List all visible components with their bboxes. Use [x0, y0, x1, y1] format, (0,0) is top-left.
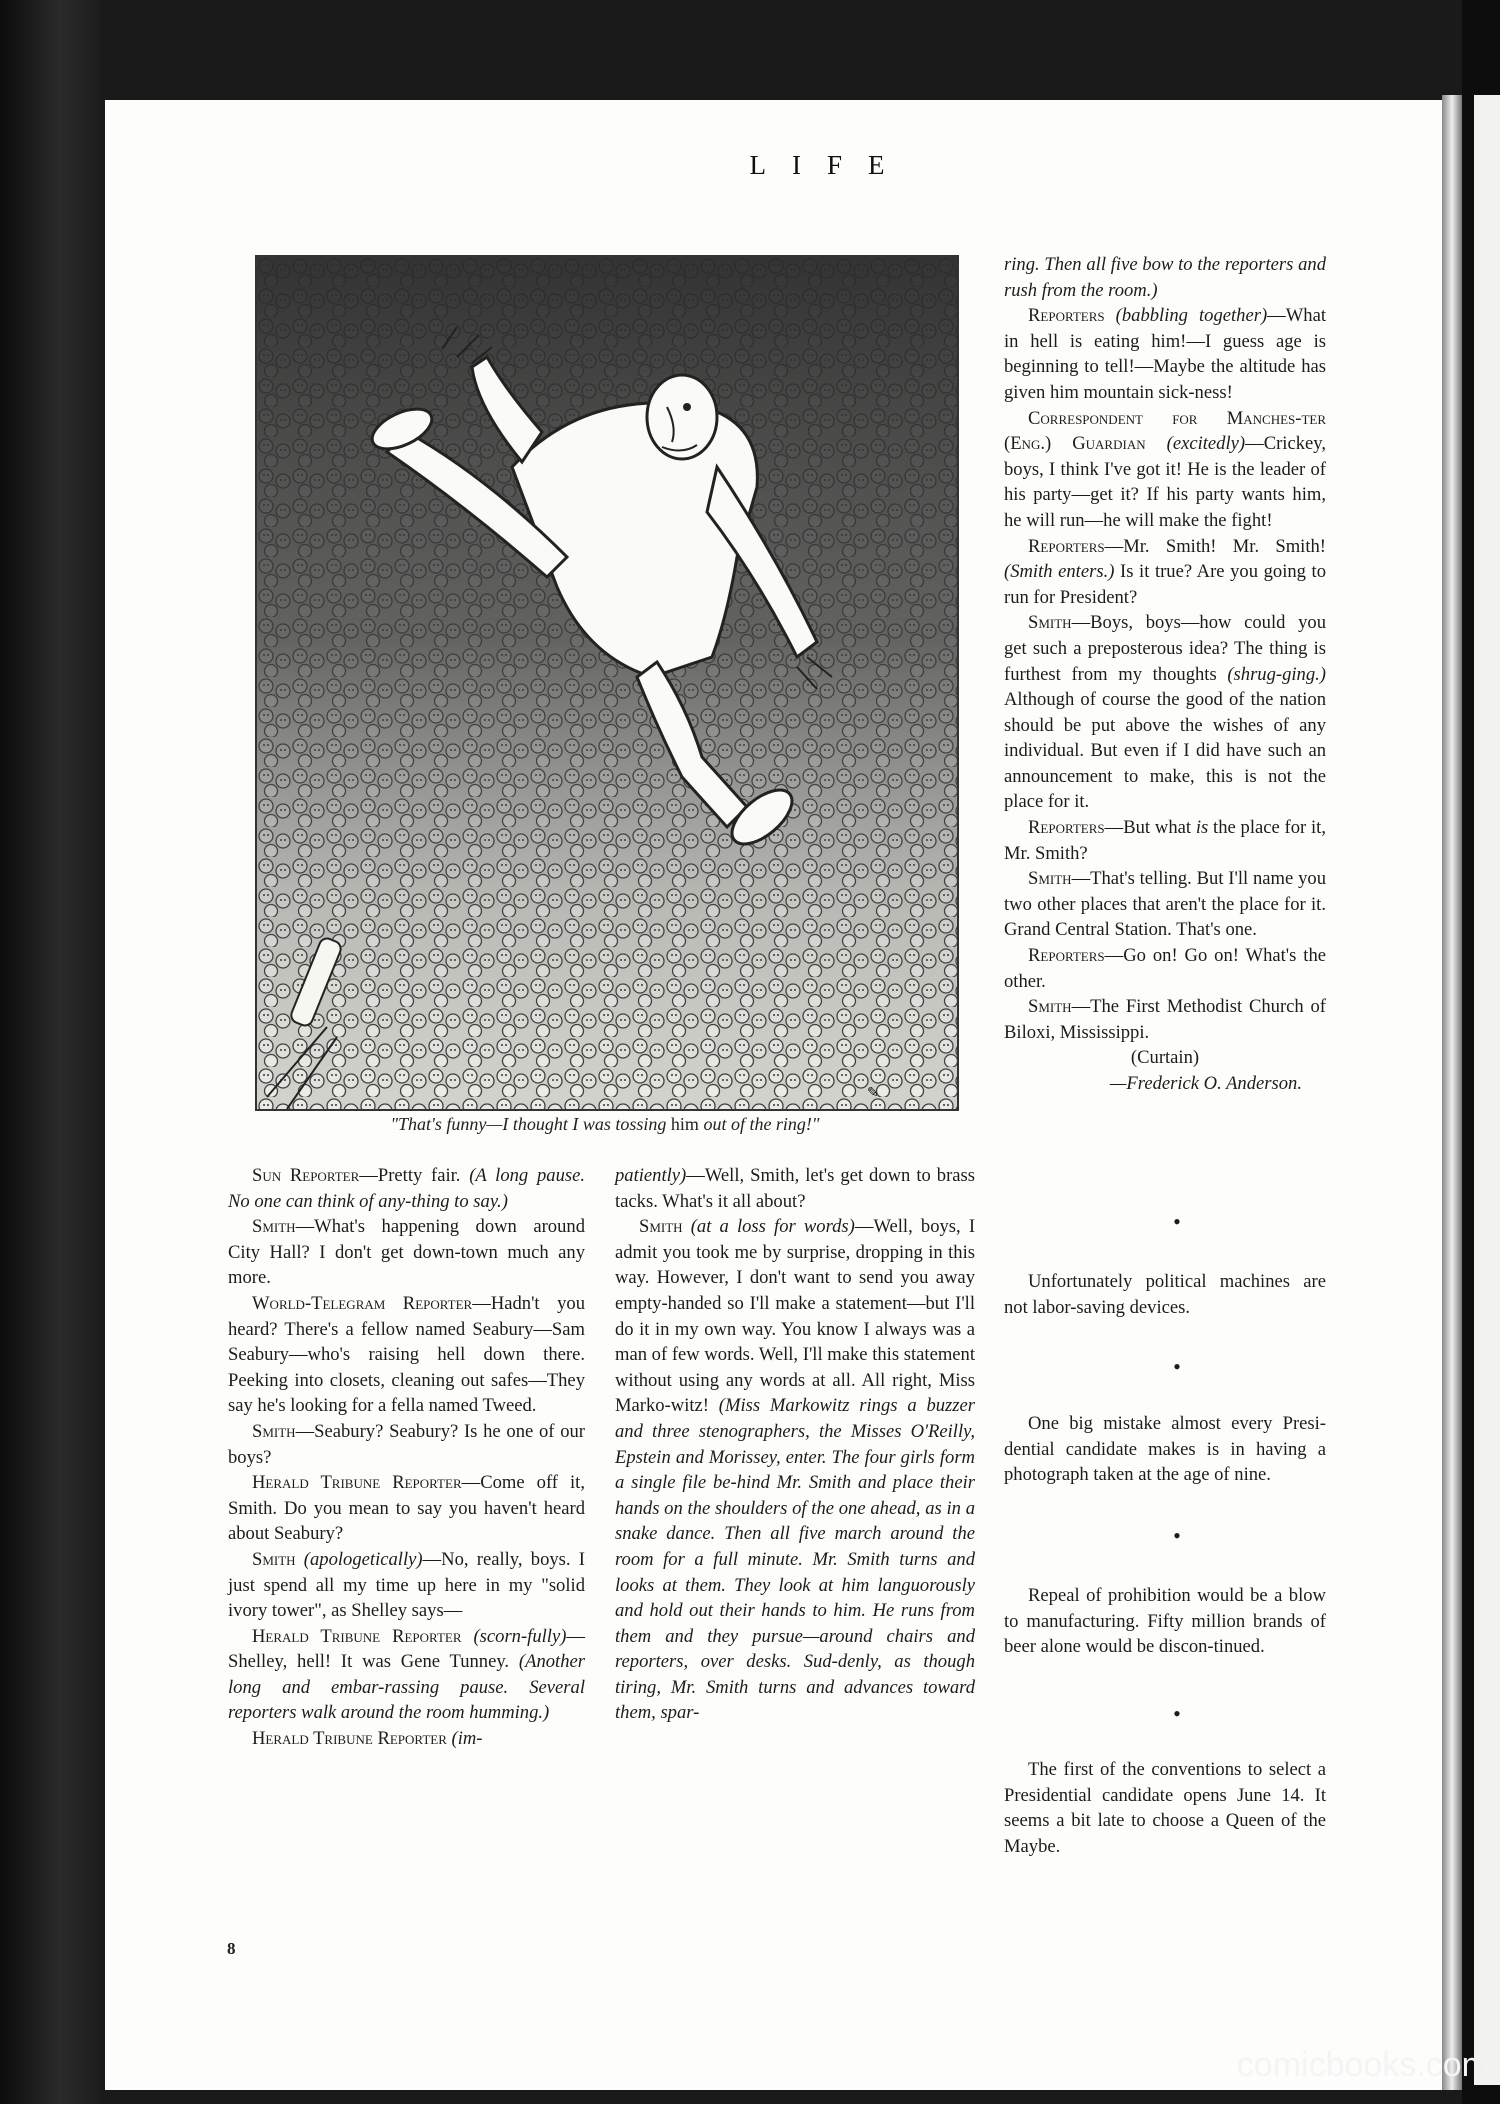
- curtain-line: (Curtain): [1130, 1047, 1200, 1069]
- paragraph: ring. Then all five bow to the reporters and rush from the room.): [1004, 254, 1326, 301]
- paragraph: Herald Tribune Reporter (scorn-fully)—Shelley, hell! It was Gene Tunney. (Another long and embar-rassing pause. Several reporters walk around the room humming.): [228, 1625, 585, 1724]
- separator-bullet: •: [1173, 1354, 1181, 1379]
- paragraph: Smith—What's happening down around City Hall? I don't get down-town much any more.: [228, 1216, 585, 1289]
- column-3: [1004, 252, 1326, 1097]
- page-number: 8: [227, 1939, 236, 1958]
- paragraph: Smith—The First Methodist Church of Biloxi, Mississippi.: [1004, 996, 1326, 1043]
- paragraph: Correspondent for Manches-ter (Eng.) Guardian (excitedly)—Crickey, boys, I think I've got it! He is the leader of his party—get it? If his party wants him, he will run—he will make the fight!: [1004, 407, 1326, 531]
- scan-edge-left: [0, 0, 100, 2104]
- author-byline: —Frederick O. Anderson.: [1109, 1073, 1302, 1094]
- paragraph: Sun Reporter—Pretty fair. (A long pause. No one can think of any-thing to say.): [228, 1165, 586, 1212]
- cartoon-drawing: [257, 257, 957, 1109]
- paragraph: Reporters—Go on! Go on! What's the other.: [1004, 945, 1326, 992]
- paragraph: patiently)—Well, Smith, let's get down to brass tacks. What's it all about?: [615, 1165, 975, 1212]
- paragraph: Reporters—Mr. Smith! Mr. Smith! (Smith enters.) Is it true? Are you going to run for President?: [1004, 535, 1326, 608]
- site-watermark: comicbooks.com: [1236, 2046, 1490, 2084]
- paragraph: Herald Tribune Reporter (im-: [252, 1728, 483, 1750]
- separator-bullet: •: [1173, 1523, 1181, 1548]
- cartoon-caption: "That's funny—I thought I was tossing him out of the ring!": [390, 1114, 820, 1134]
- paragraph: Herald Tribune Reporter—Come off it, Smith. Do you mean to say you haven't heard about Seabury?: [228, 1472, 585, 1545]
- paragraph: World-Telegram Reporter—Hadn't you heard? There's a fellow named Seabury—Sam Seabury—who's raising hell down there. Peeking into closets, cleaning out safes—They say he's looking for a fella named Tweed.: [228, 1292, 585, 1417]
- filler-paragraph: One big mistake almost every Presi-dential candidate makes is in having a photograph taken at the age of nine.: [1004, 1413, 1326, 1486]
- separator-bullet: •: [1173, 1209, 1181, 1234]
- paragraph: Smith—That's telling. But I'll name you two other places that aren't the place for it. Grand Central Station. That's one.: [1004, 868, 1326, 941]
- cartoon-illustration: [255, 255, 959, 1111]
- paragraph: Reporters—But what is the place for it, Mr. Smith?: [1004, 817, 1326, 864]
- column-2: [615, 1163, 975, 1726]
- paragraph: Reporters (babbling together)—What in hell is eating him!—I guess age is beginning to tell!—Maybe the altitude has given him mountain sick-ness!: [1004, 305, 1326, 403]
- separator-bullet: •: [1173, 1701, 1181, 1726]
- paragraph: Smith (apologetically)—No, really, boys. I just spend all my time up here in my "solid ivory tower", as Shelley says—: [228, 1548, 585, 1622]
- next-page-edge: [1474, 95, 1500, 2085]
- paragraph: Smith—Seabury? Seabury? Is he one of our boys?: [228, 1420, 585, 1468]
- filler-paragraph: The first of the conventions to select a Presidential candidate opens June 14. It seems a bit late to choose a Queen of the Maybe.: [1004, 1759, 1326, 1857]
- paragraph: Smith (at a loss for words)—Well, boys, I admit you took me by surprise, dropping in this way. However, I don't want to send you away empty-handed so I'll make a statement—but I'll do it in my own way. You know I always was a man of few words. Well, I'll make this statement without using any words at all. All right, Miss Marko-witz! (Miss Markowitz rings a buzzer and three stenographers, the Misses O'Reilly, Epstein and Morissey, enter. The four girls form a single file be-hind Mr. Smith and place their hands on the shoulders of the one ahead, as in a snake dance. Then all five march around the room for a full minute. Mr. Smith turns and looks at them. They look at him languorously and hold out their hands to him. He runs from them and they pursue—around chairs and reporters, over desks. Sud-denly, as though tiring, Mr. Smith turns and advances toward them, spar-: [615, 1216, 976, 1724]
- masthead: LIFE: [749, 150, 911, 180]
- page-spine: [1442, 95, 1462, 2090]
- filler-paragraph: Unfortunately political machines are not labor-saving devices.: [1004, 1271, 1326, 1318]
- filler-paragraph: Repeal of prohibition would be a blow to manufacturing. Fifty million brands of beer alone would be discon-tinued.: [1004, 1585, 1326, 1658]
- column-1: [228, 1163, 585, 1752]
- artist-signature: ✎: [867, 1084, 879, 1100]
- paragraph: Smith—Boys, boys—how could you get such a preposterous idea? The thing is furthest from my thoughts (shrug-ging.) Although of course the good of the nation should be put above the wishes of any individual. But even if I did have such an announcement to make, this is not the place for it.: [1004, 612, 1326, 813]
